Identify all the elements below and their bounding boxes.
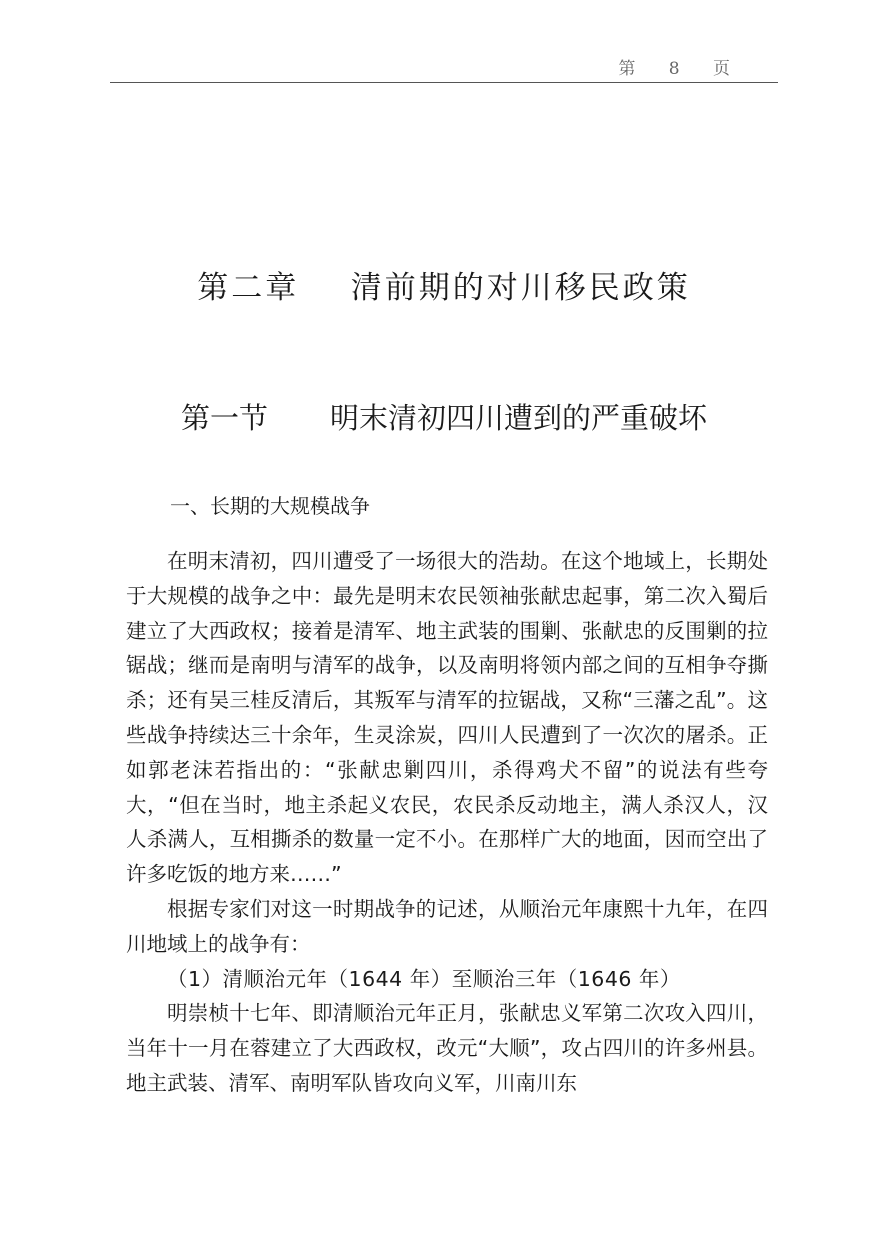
body-text — [126, 544, 768, 1101]
section-number: 第一节 — [180, 401, 268, 435]
paragraph: 根据专家们对这一时期战争的记述，从顺治元年康熙十九年，在四川地域上的战争有： — [126, 896, 768, 956]
chapter-title: 第二章 清前期的对川移民政策 — [197, 270, 691, 306]
section-title — [0, 396, 888, 437]
paragraph: 明崇桢十七年、即清顺治元年正月，张献忠义军第二次攻入四川，当年十一月在蓉建立了大西政权，改元“大顺”，攻占四川的许多州县。地主武装、清军、南明军队皆攻向义军，川南川东 — [126, 1001, 768, 1095]
list-item: （1）清顺治元年（1644 年）至顺治三年（1646 年） — [167, 966, 681, 991]
page-header — [110, 48, 778, 83]
subheading: 一、长期的大规模战争 — [170, 494, 370, 518]
paragraph: 在明末清初，四川遭受了一场很大的浩劫。在这个地域上，长期处于大规模的战争之中：最先是明末农民领袖张献忠起事，第二次入蜀后建立了大西政权；接着是清军、地主武装的围剿、张献忠的反围剿的拉锯战；继而是南明与清军的战争，以及南明将领内部之间的互相争夺撕杀；还有吴三桂反清后，其叛军与清军的拉锯战，又称“三藩之乱”。这些战争持续达三十余年，生灵涂炭，四川人民遭到了一次次的屠杀。正如郭老沫若指出的：“张献忠剿四川，杀得鸡犬不留”的说法有些夸大，“但在当时，地主杀起义农民，农民杀反动地主，满人杀汉人，汉人杀满人，互相撕杀的数量一定不小。在那样广大的地面，因而空出了许多吃饭的地方来……” — [126, 549, 768, 887]
page-number: 第 8 页 — [618, 59, 744, 79]
section-name: 明末清初四川遭到的严重破坏 — [330, 401, 708, 435]
